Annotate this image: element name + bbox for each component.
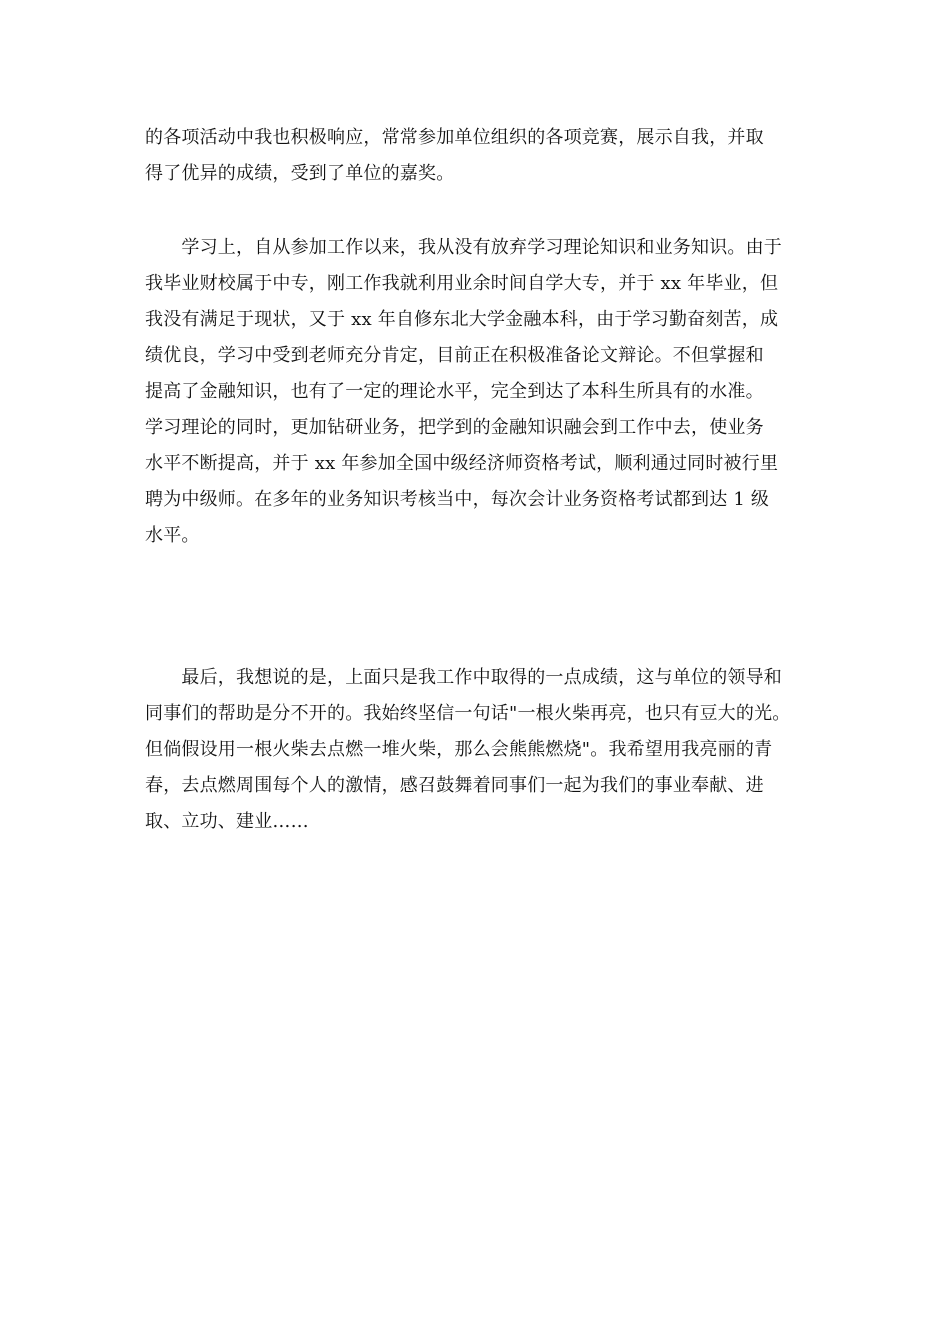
- text-line: 提高了金融知识，也有了一定的理论水平，完全到达了本科生所具有的水准。: [145, 381, 764, 402]
- text-line: 水平。: [145, 525, 200, 546]
- paragraph-study: [145, 230, 815, 554]
- text-line: 取、立功、建业……: [145, 811, 309, 832]
- text-line: 我毕业财校属于中专，刚工作我就利用业余时间自学大专，并于 xx 年毕业，但: [145, 273, 779, 294]
- text-line: 最后，我想说的是，上面只是我工作中取得的一点成绩，这与单位的领导和: [145, 667, 782, 688]
- text-line: 得了优异的成绩，受到了单位的嘉奖。: [145, 163, 455, 184]
- text-line: 春，去点燃周围每个人的激情，感召鼓舞着同事们一起为我们的事业奉献、进: [145, 775, 764, 796]
- text-line: 的各项活动中我也积极响应，常常参加单位组织的各项竞赛，展示自我，并取: [145, 127, 764, 148]
- paragraph-conclusion: [145, 660, 815, 840]
- text-line: 水平不断提高，并于 xx 年参加全国中级经济师资格考试，顺利通过同时被行里: [145, 453, 779, 474]
- text-line: 聘为中级师。在多年的业务知识考核当中，每次会计业务资格考试都到达 1 级: [145, 489, 770, 510]
- text-line: 绩优良，学习中受到老师充分肯定，目前正在积极准备论文辩论。不但掌握和: [145, 345, 764, 366]
- text-line: 学习上，自从参加工作以来，我从没有放弃学习理论知识和业务知识。由于: [145, 237, 782, 258]
- text-line: 我没有满足于现状，又于 xx 年自修东北大学金融本科，由于学习勤奋刻苦，成: [145, 309, 779, 330]
- text-line: 学习理论的同时，更加钻研业务，把学到的金融知识融会到工作中去，使业务: [145, 417, 764, 438]
- text-line: 同事们的帮助是分不开的。我始终坚信一句话"一根火柴再亮，也只有豆大的光。: [145, 703, 791, 724]
- text-line: 但倘假设用一根火柴去点燃一堆火柴，那么会熊熊燃烧"。我希望用我亮丽的青: [145, 739, 773, 760]
- paragraph-activities: [145, 120, 815, 192]
